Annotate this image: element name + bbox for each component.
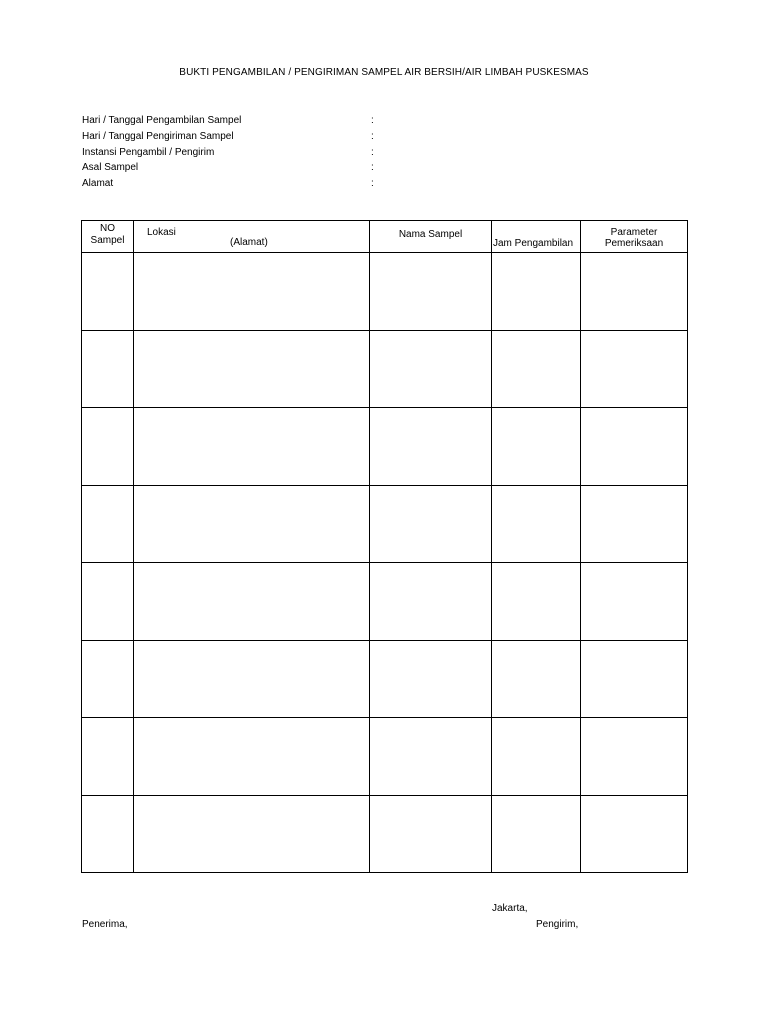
table-header-row xyxy=(82,221,688,253)
cell-parameter[interactable] xyxy=(581,718,688,796)
cell-no[interactable] xyxy=(82,563,134,641)
info-colon: : xyxy=(371,146,374,158)
document-title: BUKTI PENGAMBILAN / PENGIRIMAN SAMPEL AIR BERSIH/AIR LIMBAH PUSKESMAS xyxy=(179,67,589,78)
cell-lokasi[interactable] xyxy=(134,485,370,563)
info-label: Asal Sampel xyxy=(82,162,139,174)
table-row xyxy=(82,563,688,641)
cell-lokasi[interactable] xyxy=(134,563,370,641)
info-row-pengiriman-date xyxy=(82,129,402,145)
info-colon: : xyxy=(371,178,374,190)
sample-info-section xyxy=(82,113,402,192)
header-jam-label: Jam Pengambilan xyxy=(493,238,574,249)
cell-nama-sampel[interactable] xyxy=(370,718,492,796)
signature-receiver-label: Penerima, xyxy=(82,919,128,930)
header-lokasi-line2: (Alamat) xyxy=(230,237,268,248)
header-parameter-line2: Pemeriksaan xyxy=(604,238,664,249)
cell-parameter[interactable] xyxy=(581,253,688,331)
header-jam-pengambilan xyxy=(492,221,581,253)
info-label: Alamat xyxy=(82,178,114,190)
cell-parameter[interactable] xyxy=(581,408,688,486)
cell-jam[interactable] xyxy=(492,485,581,563)
cell-parameter[interactable] xyxy=(581,485,688,563)
header-lokasi xyxy=(134,221,370,253)
info-colon: : xyxy=(371,162,374,174)
table-row xyxy=(82,408,688,486)
info-label: Hari / Tanggal Pengiriman Sampel xyxy=(82,130,234,142)
cell-nama-sampel[interactable] xyxy=(370,640,492,718)
cell-nama-sampel[interactable] xyxy=(370,253,492,331)
info-label: Hari / Tanggal Pengambilan Sampel xyxy=(82,115,242,126)
cell-nama-sampel[interactable] xyxy=(370,485,492,563)
table-row xyxy=(82,795,688,873)
header-no-sampel xyxy=(82,221,134,253)
sample-table xyxy=(81,220,688,873)
cell-nama-sampel[interactable] xyxy=(370,795,492,873)
cell-jam[interactable] xyxy=(492,253,581,331)
cell-parameter[interactable] xyxy=(581,640,688,718)
cell-parameter[interactable] xyxy=(581,563,688,641)
header-parameter xyxy=(581,221,688,253)
cell-jam[interactable] xyxy=(492,640,581,718)
cell-no[interactable] xyxy=(82,640,134,718)
cell-no[interactable] xyxy=(82,408,134,486)
cell-lokasi[interactable] xyxy=(134,718,370,796)
table-row xyxy=(82,485,688,563)
cell-lokasi[interactable] xyxy=(134,330,370,408)
cell-no[interactable] xyxy=(82,253,134,331)
cell-nama-sampel[interactable] xyxy=(370,330,492,408)
cell-no[interactable] xyxy=(82,485,134,563)
info-colon: : xyxy=(371,130,374,142)
info-row-instansi xyxy=(82,145,402,161)
header-nama-sampel xyxy=(370,221,492,253)
signature-sender-label: Pengirim, xyxy=(536,919,579,930)
header-lokasi-line1: Lokasi xyxy=(147,227,176,238)
info-row-asal-sampel xyxy=(82,160,402,176)
cell-jam[interactable] xyxy=(492,718,581,796)
table-row xyxy=(82,330,688,408)
cell-lokasi[interactable] xyxy=(134,640,370,718)
table-row xyxy=(82,640,688,718)
cell-lokasi[interactable] xyxy=(134,408,370,486)
cell-no[interactable] xyxy=(82,718,134,796)
header-nama-sampel-label: Nama Sampel xyxy=(398,229,463,240)
cell-jam[interactable] xyxy=(492,408,581,486)
header-no-line2: Sampel xyxy=(90,235,125,246)
table-row xyxy=(82,718,688,796)
info-colon: : xyxy=(371,115,374,126)
header-no-line1: NO xyxy=(100,223,115,234)
table-row xyxy=(82,253,688,331)
info-row-alamat xyxy=(82,176,402,192)
cell-jam[interactable] xyxy=(492,563,581,641)
cell-parameter[interactable] xyxy=(581,795,688,873)
cell-nama-sampel[interactable] xyxy=(370,408,492,486)
header-parameter-line1: Parameter xyxy=(610,227,658,238)
signature-city-date: Jakarta, xyxy=(492,903,528,914)
cell-nama-sampel[interactable] xyxy=(370,563,492,641)
info-label: Instansi Pengambil / Pengirim xyxy=(82,146,215,158)
info-row-pengambilan-date xyxy=(82,113,402,129)
cell-no[interactable] xyxy=(82,795,134,873)
cell-jam[interactable] xyxy=(492,330,581,408)
cell-lokasi[interactable] xyxy=(134,253,370,331)
cell-lokasi[interactable] xyxy=(134,795,370,873)
cell-no[interactable] xyxy=(82,330,134,408)
cell-parameter[interactable] xyxy=(581,330,688,408)
cell-jam[interactable] xyxy=(492,795,581,873)
